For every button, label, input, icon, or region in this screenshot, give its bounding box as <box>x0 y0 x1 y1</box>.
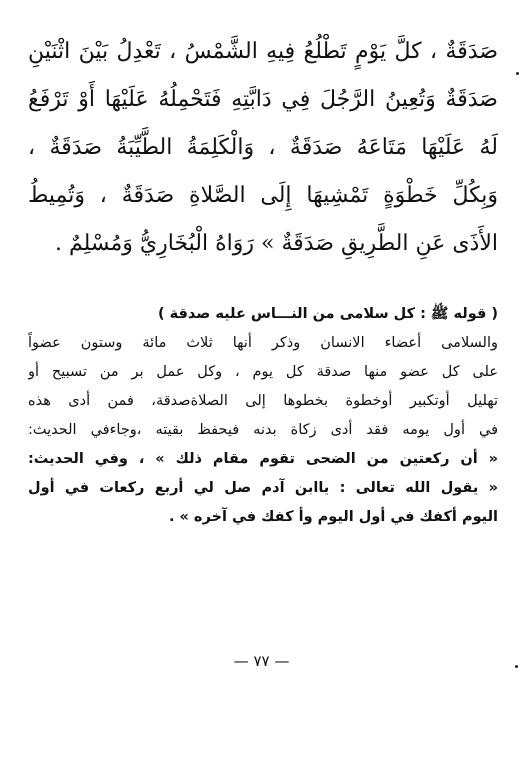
commentary-line-4: في أول يومه فقد أدى زكاة بدنه فيحفظ بقيته ،وجاءفي الحديث: <box>28 422 498 438</box>
hadith-line-5: الأَذَى عَنِ الطَّرِيقِ صَدَقَةٌ » رَوَاهُ الْبُخَارِيُّ وَمُسْلِمٌ . <box>54 231 498 256</box>
commentary-line-2: على كل عضو منها صدقة كل يوم ، وكل عمل بر من تسبيح أو <box>28 364 498 380</box>
commentary-heading: ( قوله ﷺ : كل سلامى من النـــاس عليه صدقة ) <box>157 306 498 322</box>
scan-speck-bottom <box>515 665 518 668</box>
commentary-text <box>28 300 498 532</box>
commentary-quote-2: « يقول الله تعالى : ياابن آدم صل لي أربع ركعات في أول <box>28 480 498 496</box>
commentary-line-3: تهليل أوتكبير أوخطوة بخطوها إلى الصلاةصدقة، فمن أدى هذه <box>28 393 498 409</box>
hadith-line-4: وَبِكُلِّ خَطْوَةٍ تَمْشِيهَا إِلَى الصَّلاةِ صَدَقَةٌ ، وَتُمِيطُ <box>28 183 498 208</box>
scan-speck-top <box>516 72 519 75</box>
commentary-quote-1: « أن ركعتين من الضحى تقوم مقام ذلك » ، وفي الحديث: <box>28 451 498 467</box>
hadith-line-1: صَدَقَةٌ ، كلَّ يَوْمٍ تَطْلُعُ فِيهِ الشَّمْسُ ، تَعْدِلُ بَيْنَ اثْنَيْنِ <box>28 39 498 64</box>
hadith-line-3: لَهُ عَلَيْهَا مَتَاعَهُ صَدَقَةٌ ، وَالْكَلِمَةُ الطَّيِّبَةُ صَدَقَةٌ ، <box>28 135 498 160</box>
hadith-text <box>28 28 498 268</box>
hadith-line-2: صَدَقَةٌ وَتُعِينُ الرَّجُلَ فِي دَابَّتِهِ فَتَحْمِلُهُ عَلَيْهَا أَوْ تَرْفَعُ <box>28 87 498 112</box>
commentary-quote-3: اليوم أكفك في أول اليوم وأ كفك في آخره » . <box>168 509 498 525</box>
commentary-line-1: والسلامى أعضاء الانسان وذكر أنها ثلاث مائة وستون عضواً <box>28 335 498 351</box>
page-number: — ٧٧ — <box>233 652 290 670</box>
